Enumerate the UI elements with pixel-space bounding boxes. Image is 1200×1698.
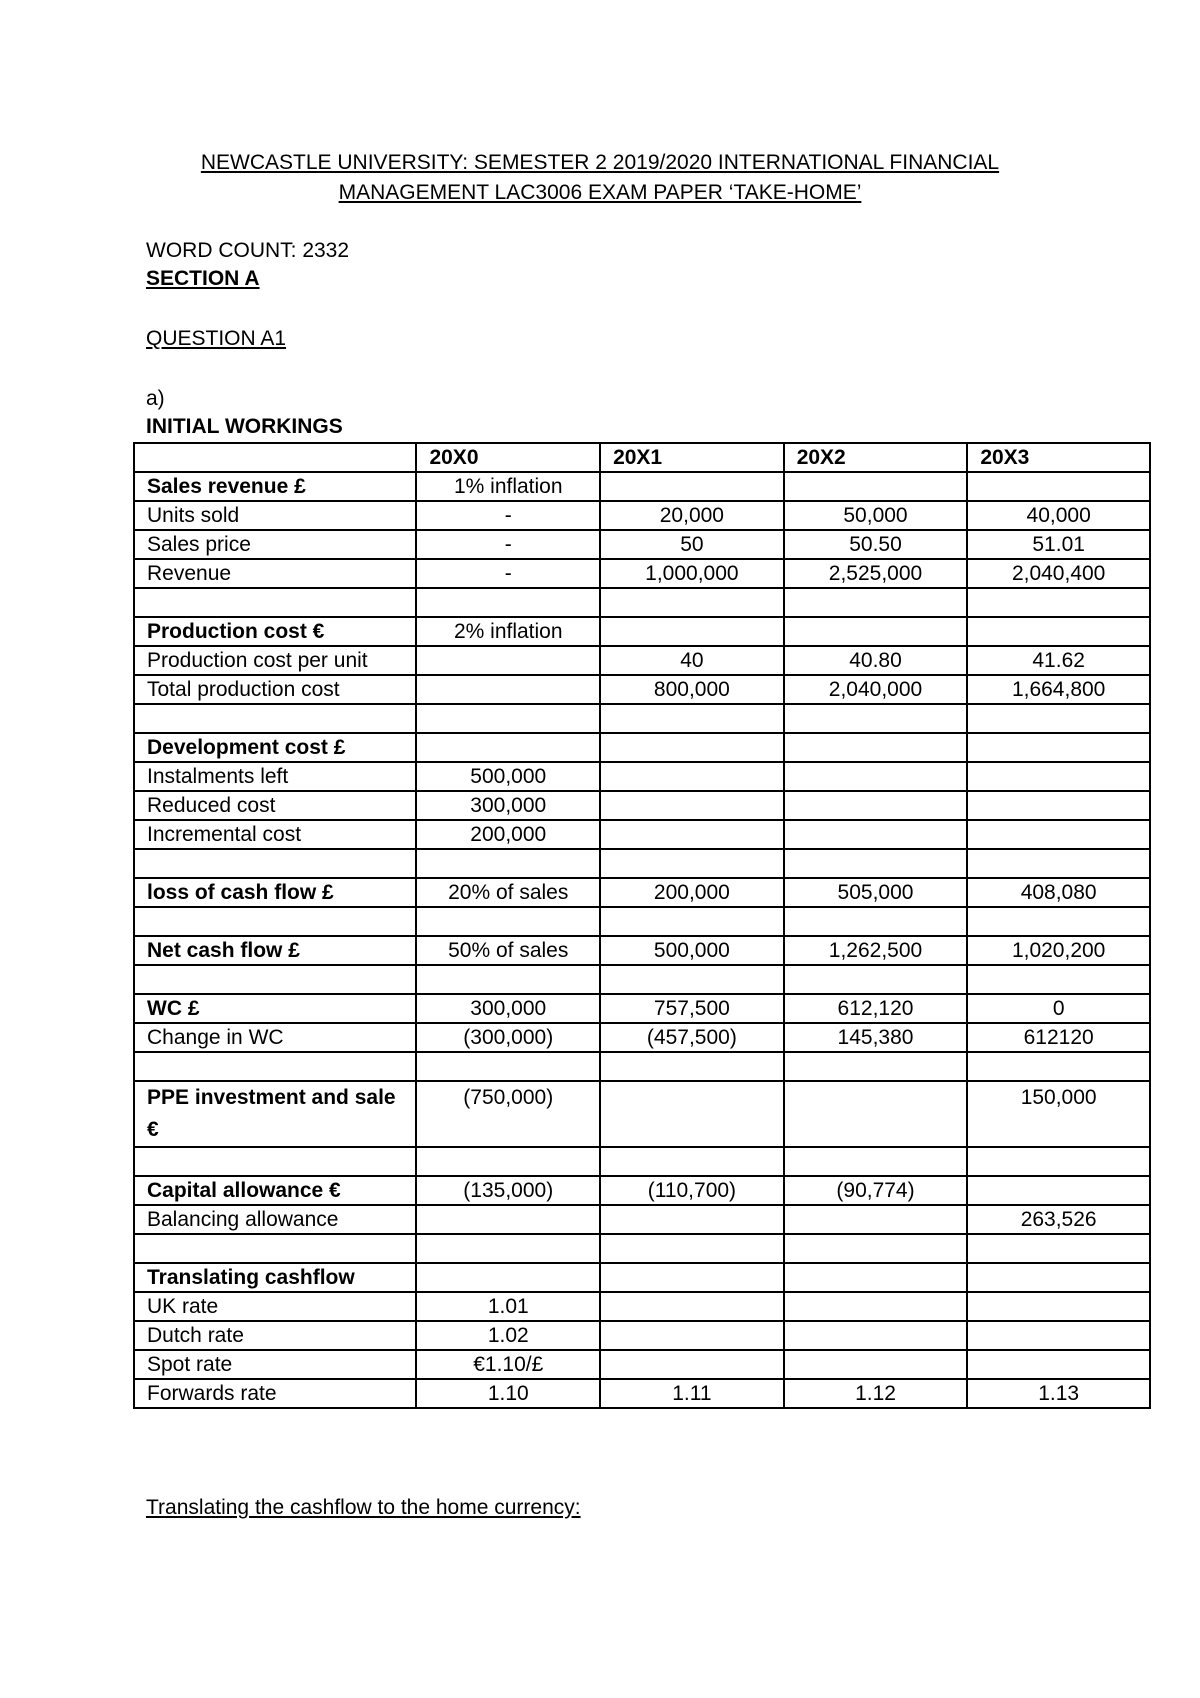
table-cell: 2% inflation	[416, 617, 600, 646]
row-label: Sales revenue £	[134, 472, 416, 501]
table-cell: -	[416, 530, 600, 559]
table-row	[134, 820, 1150, 849]
table-row	[134, 936, 1150, 965]
table-cell: (110,700)	[600, 1176, 784, 1205]
table-cell	[784, 849, 968, 878]
table-cell: -	[416, 559, 600, 588]
row-label: Revenue	[134, 559, 416, 588]
table-row	[134, 1292, 1150, 1321]
table-cell: 1.10	[416, 1379, 600, 1408]
table-cell: 757,500	[600, 994, 784, 1023]
table-row	[134, 1350, 1150, 1379]
table-cell	[967, 849, 1150, 878]
row-label: Translating cashflow	[134, 1263, 416, 1292]
table-cell	[967, 588, 1150, 617]
row-label: Spot rate	[134, 1350, 416, 1379]
translating-heading: Translating the cashflow to the home currency:	[146, 1496, 581, 1519]
initial-workings-heading: INITIAL WORKINGS	[146, 415, 343, 438]
table-cell: 1.01	[416, 1292, 600, 1321]
table-cell: -	[416, 501, 600, 530]
table-cell: 2,040,400	[967, 559, 1150, 588]
table-cell	[967, 1176, 1150, 1205]
table-row	[134, 1263, 1150, 1292]
table-cell: 20% of sales	[416, 878, 600, 907]
table-cell	[784, 1081, 968, 1147]
table-cell	[134, 1052, 416, 1081]
initial-workings-table	[133, 442, 1151, 1409]
table-cell	[416, 849, 600, 878]
table-row	[134, 675, 1150, 704]
table-cell	[134, 704, 416, 733]
table-cell: 612120	[967, 1023, 1150, 1052]
table-cell	[967, 1234, 1150, 1263]
table-cell	[600, 791, 784, 820]
table-cell	[967, 791, 1150, 820]
table-row-empty	[134, 1147, 1150, 1176]
table-cell: 200,000	[600, 878, 784, 907]
table-row	[134, 617, 1150, 646]
table-cell: (300,000)	[416, 1023, 600, 1052]
row-label: Instalments left	[134, 762, 416, 791]
table-row-empty	[134, 704, 1150, 733]
table-cell: 50	[600, 530, 784, 559]
table-row	[134, 1023, 1150, 1052]
table-cell	[600, 1350, 784, 1379]
table-cell: 408,080	[967, 878, 1150, 907]
table-cell	[784, 820, 968, 849]
table-row	[134, 559, 1150, 588]
table-cell: 145,380	[784, 1023, 968, 1052]
table-cell	[416, 646, 600, 675]
row-label: Net cash flow £	[134, 936, 416, 965]
table-row	[134, 1379, 1150, 1408]
table-cell	[416, 1263, 600, 1292]
question-heading: QUESTION A1	[146, 327, 287, 350]
table-cell: 505,000	[784, 878, 968, 907]
table-cell	[784, 733, 968, 762]
table-cell: 263,526	[967, 1205, 1150, 1234]
row-label: loss of cash flow £	[134, 878, 416, 907]
table-cell	[416, 704, 600, 733]
table-cell	[784, 472, 968, 501]
table-cell: 50.50	[784, 530, 968, 559]
row-label: UK rate	[134, 1292, 416, 1321]
table-cell: 300,000	[416, 994, 600, 1023]
row-label: Forwards rate	[134, 1379, 416, 1408]
table-cell	[600, 704, 784, 733]
table-cell	[600, 907, 784, 936]
table-row	[134, 1176, 1150, 1205]
header-cell-20x0: 20X0	[416, 443, 600, 472]
table-row-empty	[134, 1234, 1150, 1263]
table-cell	[967, 965, 1150, 994]
table-cell: 800,000	[600, 675, 784, 704]
table-cell	[967, 617, 1150, 646]
table-header-row	[134, 443, 1150, 472]
table-cell: (90,774)	[784, 1176, 968, 1205]
table-cell	[600, 849, 784, 878]
table-cell: 2,040,000	[784, 675, 968, 704]
table-cell	[784, 1350, 968, 1379]
table-cell	[784, 1147, 968, 1176]
table-cell	[600, 820, 784, 849]
table-cell: (750,000)	[416, 1081, 600, 1147]
table-cell	[967, 472, 1150, 501]
table-cell	[416, 1052, 600, 1081]
row-label: WC £	[134, 994, 416, 1023]
table-row	[134, 791, 1150, 820]
row-label: Dutch rate	[134, 1321, 416, 1350]
table-cell: (135,000)	[416, 1176, 600, 1205]
table-cell: 40,000	[967, 501, 1150, 530]
table-cell	[600, 1234, 784, 1263]
table-cell	[784, 762, 968, 791]
table-cell	[134, 907, 416, 936]
table-cell	[784, 617, 968, 646]
table-row	[134, 994, 1150, 1023]
table-cell	[967, 1292, 1150, 1321]
table-cell	[600, 1052, 784, 1081]
table-cell: 500,000	[416, 762, 600, 791]
table-cell: 1% inflation	[416, 472, 600, 501]
table-row	[134, 878, 1150, 907]
table-cell: 200,000	[416, 820, 600, 849]
table-row	[134, 733, 1150, 762]
table-cell	[416, 965, 600, 994]
table-cell: 500,000	[600, 936, 784, 965]
row-label: Total production cost	[134, 675, 416, 704]
table-cell	[967, 733, 1150, 762]
table-row	[134, 1321, 1150, 1350]
page-title	[0, 148, 1200, 208]
table-row	[134, 762, 1150, 791]
table-cell	[784, 588, 968, 617]
table-cell	[784, 1263, 968, 1292]
table-cell	[600, 762, 784, 791]
part-label: a)	[146, 387, 165, 410]
table-cell: 150,000	[967, 1081, 1150, 1147]
table-cell: 1,262,500	[784, 936, 968, 965]
table-cell: 40.80	[784, 646, 968, 675]
table-cell	[784, 1321, 968, 1350]
table-cell	[134, 1234, 416, 1263]
header-cell-20x3: 20X3	[967, 443, 1150, 472]
table-cell	[600, 1081, 784, 1147]
table-cell	[967, 1321, 1150, 1350]
table-cell	[967, 1147, 1150, 1176]
table-cell	[600, 965, 784, 994]
table-cell	[784, 1052, 968, 1081]
table-cell	[600, 733, 784, 762]
table-cell	[600, 1263, 784, 1292]
table-cell: 300,000	[416, 791, 600, 820]
table-cell	[600, 472, 784, 501]
table-cell	[784, 791, 968, 820]
row-label: Production cost €	[134, 617, 416, 646]
word-count: WORD COUNT: 2332	[146, 239, 350, 262]
table-cell	[600, 1292, 784, 1321]
table-row	[134, 501, 1150, 530]
table-cell	[416, 733, 600, 762]
table-cell	[967, 762, 1150, 791]
table-row-empty	[134, 1052, 1150, 1081]
table-cell: 51.01	[967, 530, 1150, 559]
header-cell-empty	[134, 443, 416, 472]
table-cell	[416, 588, 600, 617]
table-cell	[784, 704, 968, 733]
table-cell	[967, 1052, 1150, 1081]
table-cell: 20,000	[600, 501, 784, 530]
table-cell	[784, 907, 968, 936]
table-cell: 1,000,000	[600, 559, 784, 588]
table-cell	[600, 1205, 784, 1234]
table-cell	[967, 1350, 1150, 1379]
table-cell: 1.12	[784, 1379, 968, 1408]
row-label: Change in WC	[134, 1023, 416, 1052]
title-line-2: MANAGEMENT LAC3006 EXAM PAPER ‘TAKE-HOME’	[338, 181, 862, 204]
table-cell	[967, 704, 1150, 733]
table-cell: 0	[967, 994, 1150, 1023]
table-cell: (457,500)	[600, 1023, 784, 1052]
row-label: Sales price	[134, 530, 416, 559]
table-cell	[967, 820, 1150, 849]
table-cell	[134, 965, 416, 994]
row-label: Reduced cost	[134, 791, 416, 820]
row-label: PPE investment and sale €	[134, 1081, 416, 1147]
table-cell	[600, 617, 784, 646]
table-row	[134, 1205, 1150, 1234]
table-row	[134, 472, 1150, 501]
table-cell	[134, 849, 416, 878]
header-cell-20x1: 20X1	[600, 443, 784, 472]
table-row-empty	[134, 965, 1150, 994]
table-cell	[600, 1147, 784, 1176]
table-cell	[416, 1147, 600, 1176]
table-cell: 1,020,200	[967, 936, 1150, 965]
table-cell: 50% of sales	[416, 936, 600, 965]
table-cell: 41.62	[967, 646, 1150, 675]
section-heading: SECTION A	[146, 267, 260, 290]
table-cell: 2,525,000	[784, 559, 968, 588]
table-cell	[416, 1234, 600, 1263]
table-cell	[784, 965, 968, 994]
row-label: Incremental cost	[134, 820, 416, 849]
row-label: Production cost per unit	[134, 646, 416, 675]
table-cell: 1.02	[416, 1321, 600, 1350]
table-cell	[134, 588, 416, 617]
table-cell	[784, 1292, 968, 1321]
title-line-1: NEWCASTLE UNIVERSITY: SEMESTER 2 2019/2020 INTERNATIONAL FINANCIAL	[200, 151, 1000, 174]
row-label: Balancing allowance	[134, 1205, 416, 1234]
table-row	[134, 1081, 1150, 1147]
row-label: Development cost £	[134, 733, 416, 762]
table-cell: €1.10/£	[416, 1350, 600, 1379]
table-row-empty	[134, 588, 1150, 617]
header-cell-20x2: 20X2	[784, 443, 968, 472]
row-label: Capital allowance €	[134, 1176, 416, 1205]
table-cell: 1.11	[600, 1379, 784, 1408]
table-cell	[784, 1205, 968, 1234]
table-cell	[416, 1205, 600, 1234]
table-cell	[416, 907, 600, 936]
row-label: Units sold	[134, 501, 416, 530]
table-cell: 1,664,800	[967, 675, 1150, 704]
table-row-empty	[134, 907, 1150, 936]
table-cell	[784, 1234, 968, 1263]
table-cell: 50,000	[784, 501, 968, 530]
table-cell	[967, 907, 1150, 936]
table-cell	[134, 1147, 416, 1176]
table-cell: 1.13	[967, 1379, 1150, 1408]
table-cell: 612,120	[784, 994, 968, 1023]
table-row	[134, 530, 1150, 559]
table-cell	[967, 1263, 1150, 1292]
table-row	[134, 646, 1150, 675]
table-cell	[600, 588, 784, 617]
table-row-empty	[134, 849, 1150, 878]
table-cell: 40	[600, 646, 784, 675]
table-cell	[600, 1321, 784, 1350]
table-cell	[416, 675, 600, 704]
